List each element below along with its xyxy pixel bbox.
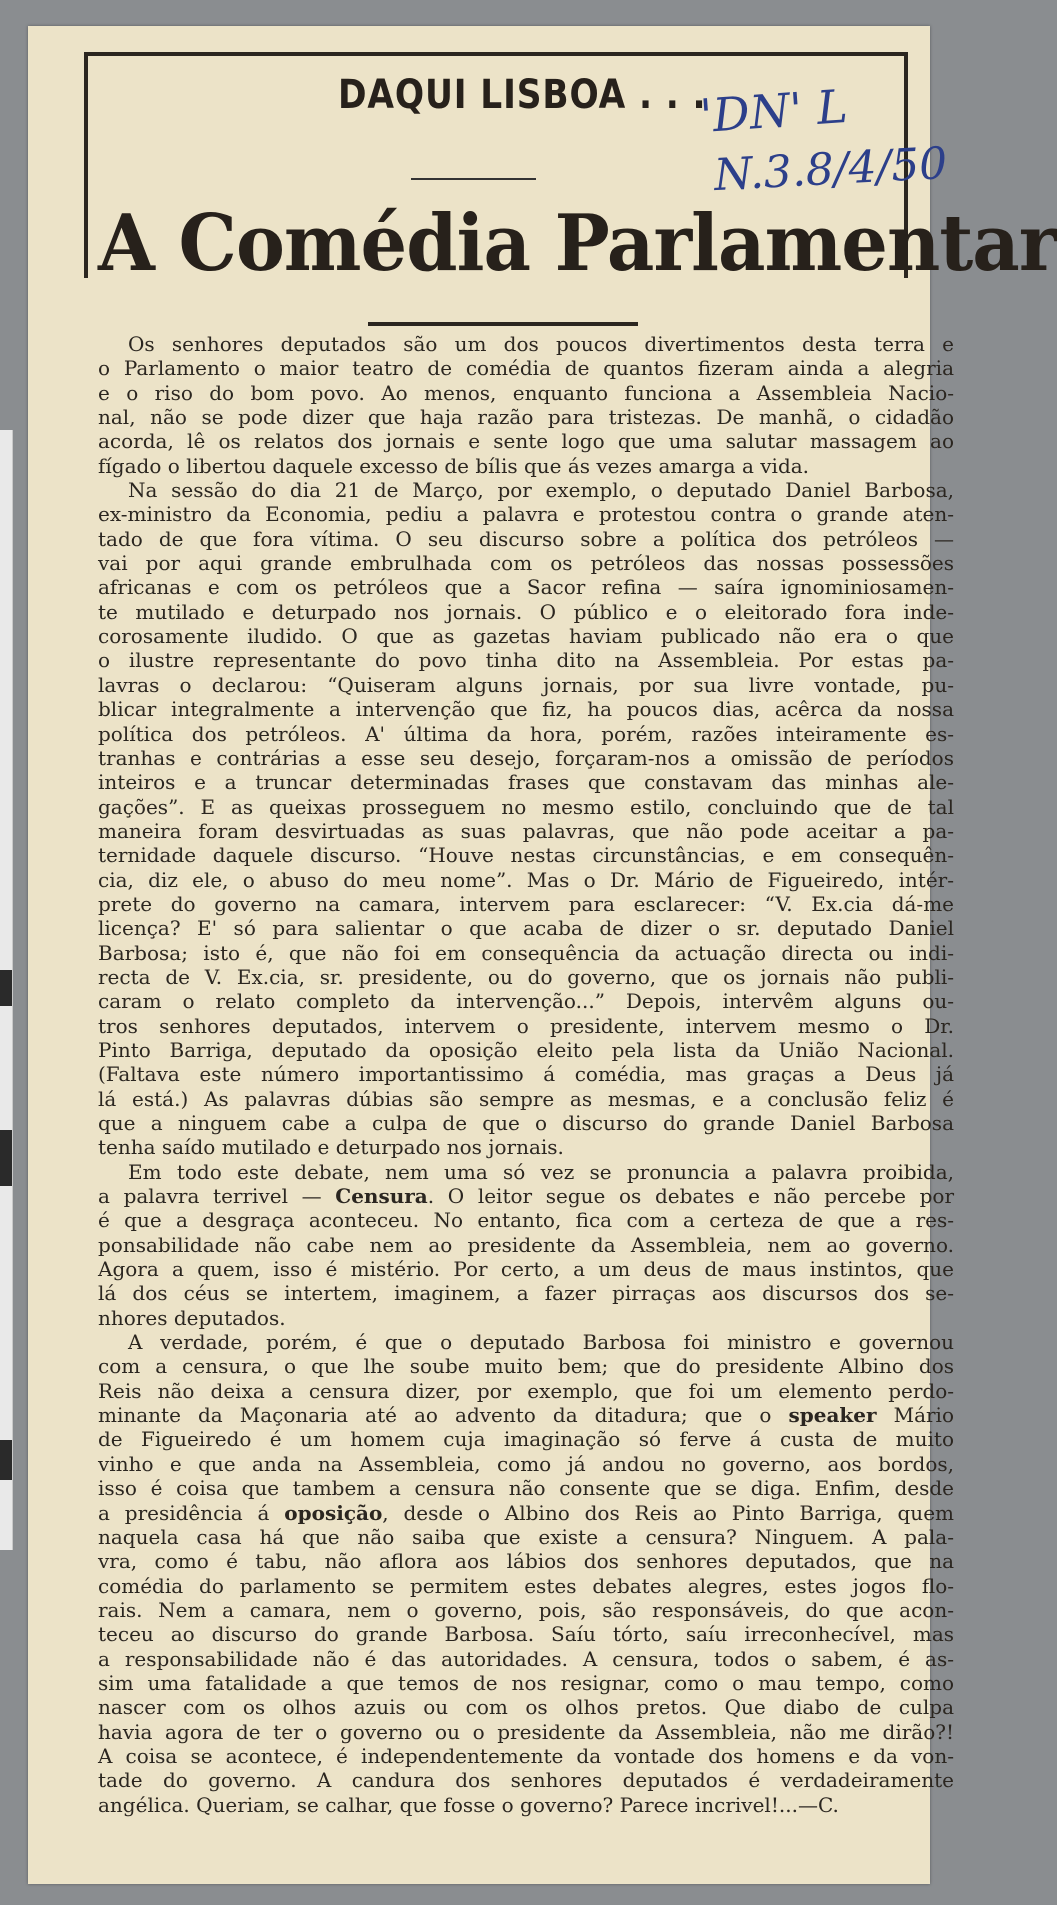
article-line: vra, como é tabu, não aflora aos lábios dos senhores deputados, que na <box>98 1549 954 1574</box>
article-line: tade do governo. A candura dos senhores deputados é verdadeiramente <box>98 1768 954 1793</box>
newspaper-clipping <box>28 26 1057 1884</box>
scanner-mark <box>0 1130 12 1186</box>
article-line: recta de V. Ex.cia, sr. presidente, ou do governo, que os jornais não publi- <box>98 964 954 989</box>
article-line: nal, não se pode dizer que haja razão para tristezas. De manhã, o cidadão <box>98 405 954 430</box>
article-line: com a censura, o que lhe soube muito bem; que do presidente Albino dos <box>98 1354 954 1379</box>
article-line: política dos petróleos. A' última da hora, porém, razões inteiramente es- <box>98 721 954 746</box>
article-title: A Comédia Parlamentar <box>98 198 1057 289</box>
article-line: nhores deputados. <box>98 1305 286 1330</box>
article-line: nascer com os olhos azuis ou com os olhos pretos. Que diabo de culpa <box>98 1695 954 1720</box>
article-line: a responsabilidade não é das autoridades. A censura, todos o sabem, é as- <box>98 1646 954 1671</box>
handwritten-annotation: 'DN' L <box>698 78 850 144</box>
article-line: tranhas e contrárias a esse seu desejo, forçaram-nos a omissão de períodos <box>98 745 954 770</box>
article-line: rais. Nem a camara, nem o governo, pois, são responsáveis, do que acon- <box>98 1597 954 1622</box>
article-line: lavras o declarou: “Quiseram alguns jornais, por sua livre vontade, pu- <box>98 672 954 697</box>
section-kicker: DAQUI LISBOA . . . <box>338 72 707 118</box>
article-line: Pinto Barriga, deputado da oposição eleito pela lista da União Nacional. <box>98 1037 954 1062</box>
article-line: ternidade daquele discurso. “Houve nestas circunstâncias, e em consequên- <box>98 843 954 868</box>
article-line: ex-ministro da Economia, pediu a palavra e protestou contra o grande aten- <box>98 502 954 527</box>
article-line: acorda, lê os relatos dos jornais e sente logo que uma salutar massagem ao <box>98 429 954 454</box>
article-line: a presidência á oposição, desde o Albino dos Reis ao Pinto Barriga, quem <box>98 1500 954 1525</box>
article-line: blicar integralmente a intervenção que fiz, ha poucos dias, acêrca da nossa <box>98 697 954 722</box>
article-line: licença? E' só para salientar o que acaba de dizer o sr. deputado Daniel <box>98 916 954 941</box>
article-line: isso é coisa que tambem a censura não consente que se diga. Enfim, desde <box>98 1476 954 1501</box>
article-line: vai por aqui grande embrulhada com os petróleos das nossas possessões <box>98 551 954 576</box>
article-line: tros senhores deputados, intervem o presidente, intervem mesmo o Dr. <box>98 1013 954 1038</box>
article-line: Reis não deixa a censura dizer, por exemplo, que foi um elemento perdo- <box>98 1378 954 1403</box>
article-line: tenha saído mutilado e deturpado nos jornais. <box>98 1135 564 1160</box>
scanner-mark <box>0 1440 12 1480</box>
article-line: tado de que fora vítima. O seu discurso sobre a política dos petróleos — <box>98 526 954 551</box>
article-line: minante da Maçonaria até ao advento da ditadura; que o speaker Mário <box>98 1403 954 1428</box>
scanner-edge-strip <box>0 430 13 1550</box>
article-line: que a ninguem cabe a culpa de que o discurso do grande Daniel Barbosa <box>98 1111 954 1135</box>
article-line: o Parlamento o maior teatro de comédia de quantos fizeram ainda a alegria <box>98 356 954 381</box>
article-line: angélica. Queriam, se calhar, que fosse o governo? Parece incrivel!...—C. <box>98 1792 839 1817</box>
article-line: sim uma fatalidade a que temos de nos resignar, como o mau tempo, como <box>98 1670 954 1695</box>
article-line: Na sessão do dia 21 de Março, por exemplo, o deputado Daniel Barbosa, <box>128 478 954 503</box>
article-line: maneira foram desvirtuadas as suas palavras, que não pode aceitar a pa- <box>98 818 954 843</box>
article-line: e o riso do bom povo. Ao menos, enquanto funciona a Assembleia Nacio- <box>98 380 954 405</box>
article-line: fígado o libertou daquele excesso de bílis que ás vezes amarga a vida. <box>98 453 810 478</box>
article-line: naquela casa há que não saiba que existe a censura? Ninguem. A pala- <box>98 1524 954 1549</box>
article-line: ponsabilidade não cabe nem ao presidente da Assembleia, nem ao governo. <box>98 1232 954 1257</box>
article-line: A coisa se acontece, é independentemente da vontade dos homens e da von- <box>98 1743 954 1768</box>
article-line: Agora a quem, isso é mistério. Por certo, a um deus de maus instintos, que <box>98 1257 954 1282</box>
article-line: o ilustre representante do povo tinha dito na Assembleia. Por estas pa- <box>98 648 954 673</box>
divider-rule <box>411 178 536 180</box>
article-line: lá está.) As palavras dúbias são sempre as mesmas, e a conclusão feliz é <box>98 1086 954 1111</box>
article-line: te mutilado e deturpado nos jornais. O público e o eleitorado fora inde- <box>98 599 954 624</box>
article-line: teceu ao discurso do grande Barbosa. Saíu tórto, saíu irreconhecível, mas <box>98 1622 954 1647</box>
scanner-mark <box>0 970 12 1006</box>
article-paragraph <box>98 478 954 1160</box>
article-line: corosamente iludido. O que as gazetas haviam publicado não era o que <box>98 624 954 649</box>
article-line: A verdade, porém, é que o deputado Barbosa foi ministro e governou <box>128 1330 954 1355</box>
article-line: havia agora de ter o governo ou o presidente da Assembleia, não me dirão?! <box>98 1719 954 1744</box>
article-paragraph <box>98 1160 954 1330</box>
article-line: africanas e com os petróleos que a Sacor refina — saíra ignominiosamen- <box>98 575 954 600</box>
article-line: (Faltava este número importantissimo á comédia, mas graças a Deus já <box>98 1062 954 1087</box>
article-line: gações”. E as queixas prosseguem no mesmo estilo, concluindo que de tal <box>98 794 954 819</box>
title-underline <box>368 322 638 326</box>
article-paragraph <box>98 332 954 478</box>
article-line: a palavra terrivel — Censura. O leitor segue os debates e não percebe por <box>98 1184 955 1209</box>
article-line: lá dos céus se intertem, imaginem, a fazer pirraças aos discursos dos se- <box>98 1281 954 1306</box>
article-line: cia, diz ele, o abuso do meu nome”. Mas o Dr. Mário de Figueiredo, intér- <box>98 867 954 892</box>
article-line: comédia do parlamento se permitem estes debates alegres, estes jogos flo- <box>98 1573 954 1598</box>
article-body <box>98 332 954 1817</box>
article-line: de Figueiredo é um homem cuja imaginação só ferve á custa de muito <box>98 1427 954 1452</box>
article-line: é que a desgraça aconteceu. No entanto, fica com a certeza de que a res- <box>98 1208 954 1233</box>
article-line: vinho e que anda na Assembleia, como já andou no governo, aos bordos, <box>98 1451 954 1476</box>
handwritten-date: N.3.8/4/50 <box>712 137 949 202</box>
article-line: caram o relato completo da intervenção...” Depois, intervêm alguns ou- <box>98 989 954 1014</box>
article-line: Os senhores deputados são um dos poucos divertimentos desta terra e <box>128 332 954 356</box>
article-line: prete do governo na camara, intervem para esclarecer: “V. Ex.cia dá-me <box>98 891 954 916</box>
article-line: inteiros e a truncar determinadas frases que constavam das minhas ale- <box>98 770 954 795</box>
article-line: Em todo este debate, nem uma só vez se pronuncia a palavra proibida, <box>128 1159 954 1184</box>
article-line: Barbosa; isto é, que não foi em consequência da actuação directa ou indi- <box>98 940 954 965</box>
article-paragraph <box>98 1330 954 1817</box>
